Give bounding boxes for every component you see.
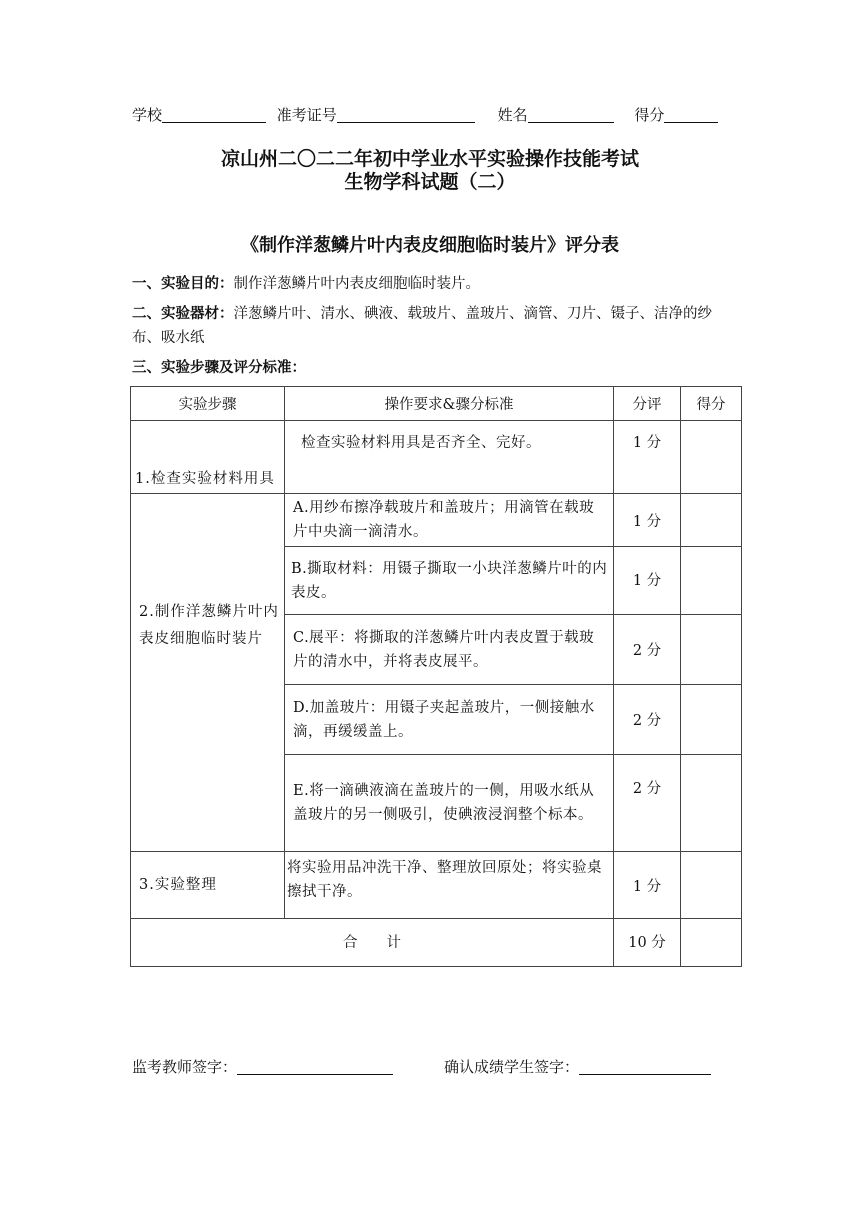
table-header-row: [131, 387, 742, 421]
student-signature-field[interactable]: [579, 1058, 711, 1075]
total-points: 10 分: [614, 919, 681, 967]
step3-name: 3.实验整理: [131, 852, 285, 919]
materials-text: 洋葱鳞片叶、清水、碘液、载玻片、盖玻片、滴管、刀片、镊子、洁净的纱布、吸水纸: [132, 306, 712, 346]
step1-name: 1.检查实验材料用具: [131, 421, 285, 494]
step2d-points: 2 分: [614, 685, 681, 755]
header-requirement: 操作要求&骤分标准: [285, 387, 614, 421]
name-label: 姓名: [497, 106, 528, 124]
step1-score-cell[interactable]: [681, 421, 742, 494]
section-purpose: [132, 272, 737, 296]
school-field[interactable]: [162, 106, 266, 123]
section-materials: [132, 302, 737, 350]
header-score: 得分: [681, 387, 742, 421]
student-signature: [444, 1056, 711, 1077]
score-sheet-title: 《制作洋葱鳞片叶内表皮细胞临时装片》评分表: [241, 235, 619, 256]
exam-title-line2: 生物学科试题（二）: [344, 171, 516, 193]
step2b-score-cell[interactable]: [681, 547, 742, 615]
step2e-points: 2 分: [614, 755, 681, 852]
section-steps: [132, 356, 737, 380]
table-row: [131, 494, 742, 547]
student-signature-label: 确认成绩学生签字：: [444, 1058, 580, 1076]
step2-name: 2.制作洋葱鳞片叶内表皮细胞临时装片: [131, 494, 285, 852]
step1-points: 1 分: [614, 421, 681, 494]
step2e-requirement: E.将一滴碘液滴在盖玻片的一侧，用吸水纸从盖玻片的另一侧吸引，使碘液浸润整个标本。: [285, 755, 614, 852]
scoring-table: [130, 386, 742, 967]
step2e-score-cell[interactable]: [681, 755, 742, 852]
header-step: 实验步骤: [131, 387, 285, 421]
step2d-score-cell[interactable]: [681, 685, 742, 755]
purpose-text: 制作洋葱鳞片叶内表皮细胞临时装片。: [233, 276, 480, 292]
purpose-label: 一、实验目的：: [132, 276, 234, 292]
step2b-points: 1 分: [614, 547, 681, 615]
name-field[interactable]: [528, 106, 614, 123]
exam-number-label: 准考证号: [276, 106, 337, 124]
school-label: 学校: [132, 106, 163, 124]
step2c-points: 2 分: [614, 615, 681, 685]
step3-score-cell[interactable]: [681, 852, 742, 919]
teacher-signature: [132, 1056, 393, 1077]
step2c-requirement: C.展平：将撕取的洋葱鳞片叶内表皮置于载玻片的清水中，并将表皮展平。: [285, 615, 614, 685]
steps-label: 三、实验步骤及评分标准：: [132, 360, 306, 376]
step3-requirement: 将实验用品冲洗干净、整理放回原处；将实验桌擦拭干净。: [285, 852, 614, 919]
total-score-cell[interactable]: [681, 919, 742, 967]
exam-number-field[interactable]: [337, 106, 475, 123]
step2a-requirement: A.用纱布擦净载玻片和盖玻片；用滴管在载玻片中央滴一滴清水。: [285, 494, 614, 547]
teacher-signature-label: 监考教师签字：: [132, 1058, 238, 1076]
score-field[interactable]: [664, 106, 718, 123]
table-row: [131, 421, 742, 494]
exam-title-line1: 凉山州二〇二二年初中学业水平实验操作技能考试: [220, 148, 639, 170]
table-total-row: [131, 919, 742, 967]
score-label: 得分: [634, 106, 665, 124]
step2a-score-cell[interactable]: [681, 494, 742, 547]
header-info-line: [132, 104, 732, 125]
header-points: 分评: [614, 387, 681, 421]
materials-label: 二、实验器材：: [132, 306, 234, 322]
step2b-requirement: B.撕取材料：用镊子撕取一小块洋葱鳞片叶的内表皮。: [285, 547, 614, 615]
step3-points: 1 分: [614, 852, 681, 919]
step2d-requirement: D.加盖玻片：用镊子夹起盖玻片，一侧接触水滴，再缓缓盖上。: [285, 685, 614, 755]
teacher-signature-field[interactable]: [237, 1058, 393, 1075]
step2c-score-cell[interactable]: [681, 615, 742, 685]
step2a-points: 1 分: [614, 494, 681, 547]
step1-requirement: 检查实验材料用具是否齐全、完好。: [285, 421, 614, 494]
total-label: 合 计: [131, 919, 614, 967]
table-row: [131, 852, 742, 919]
